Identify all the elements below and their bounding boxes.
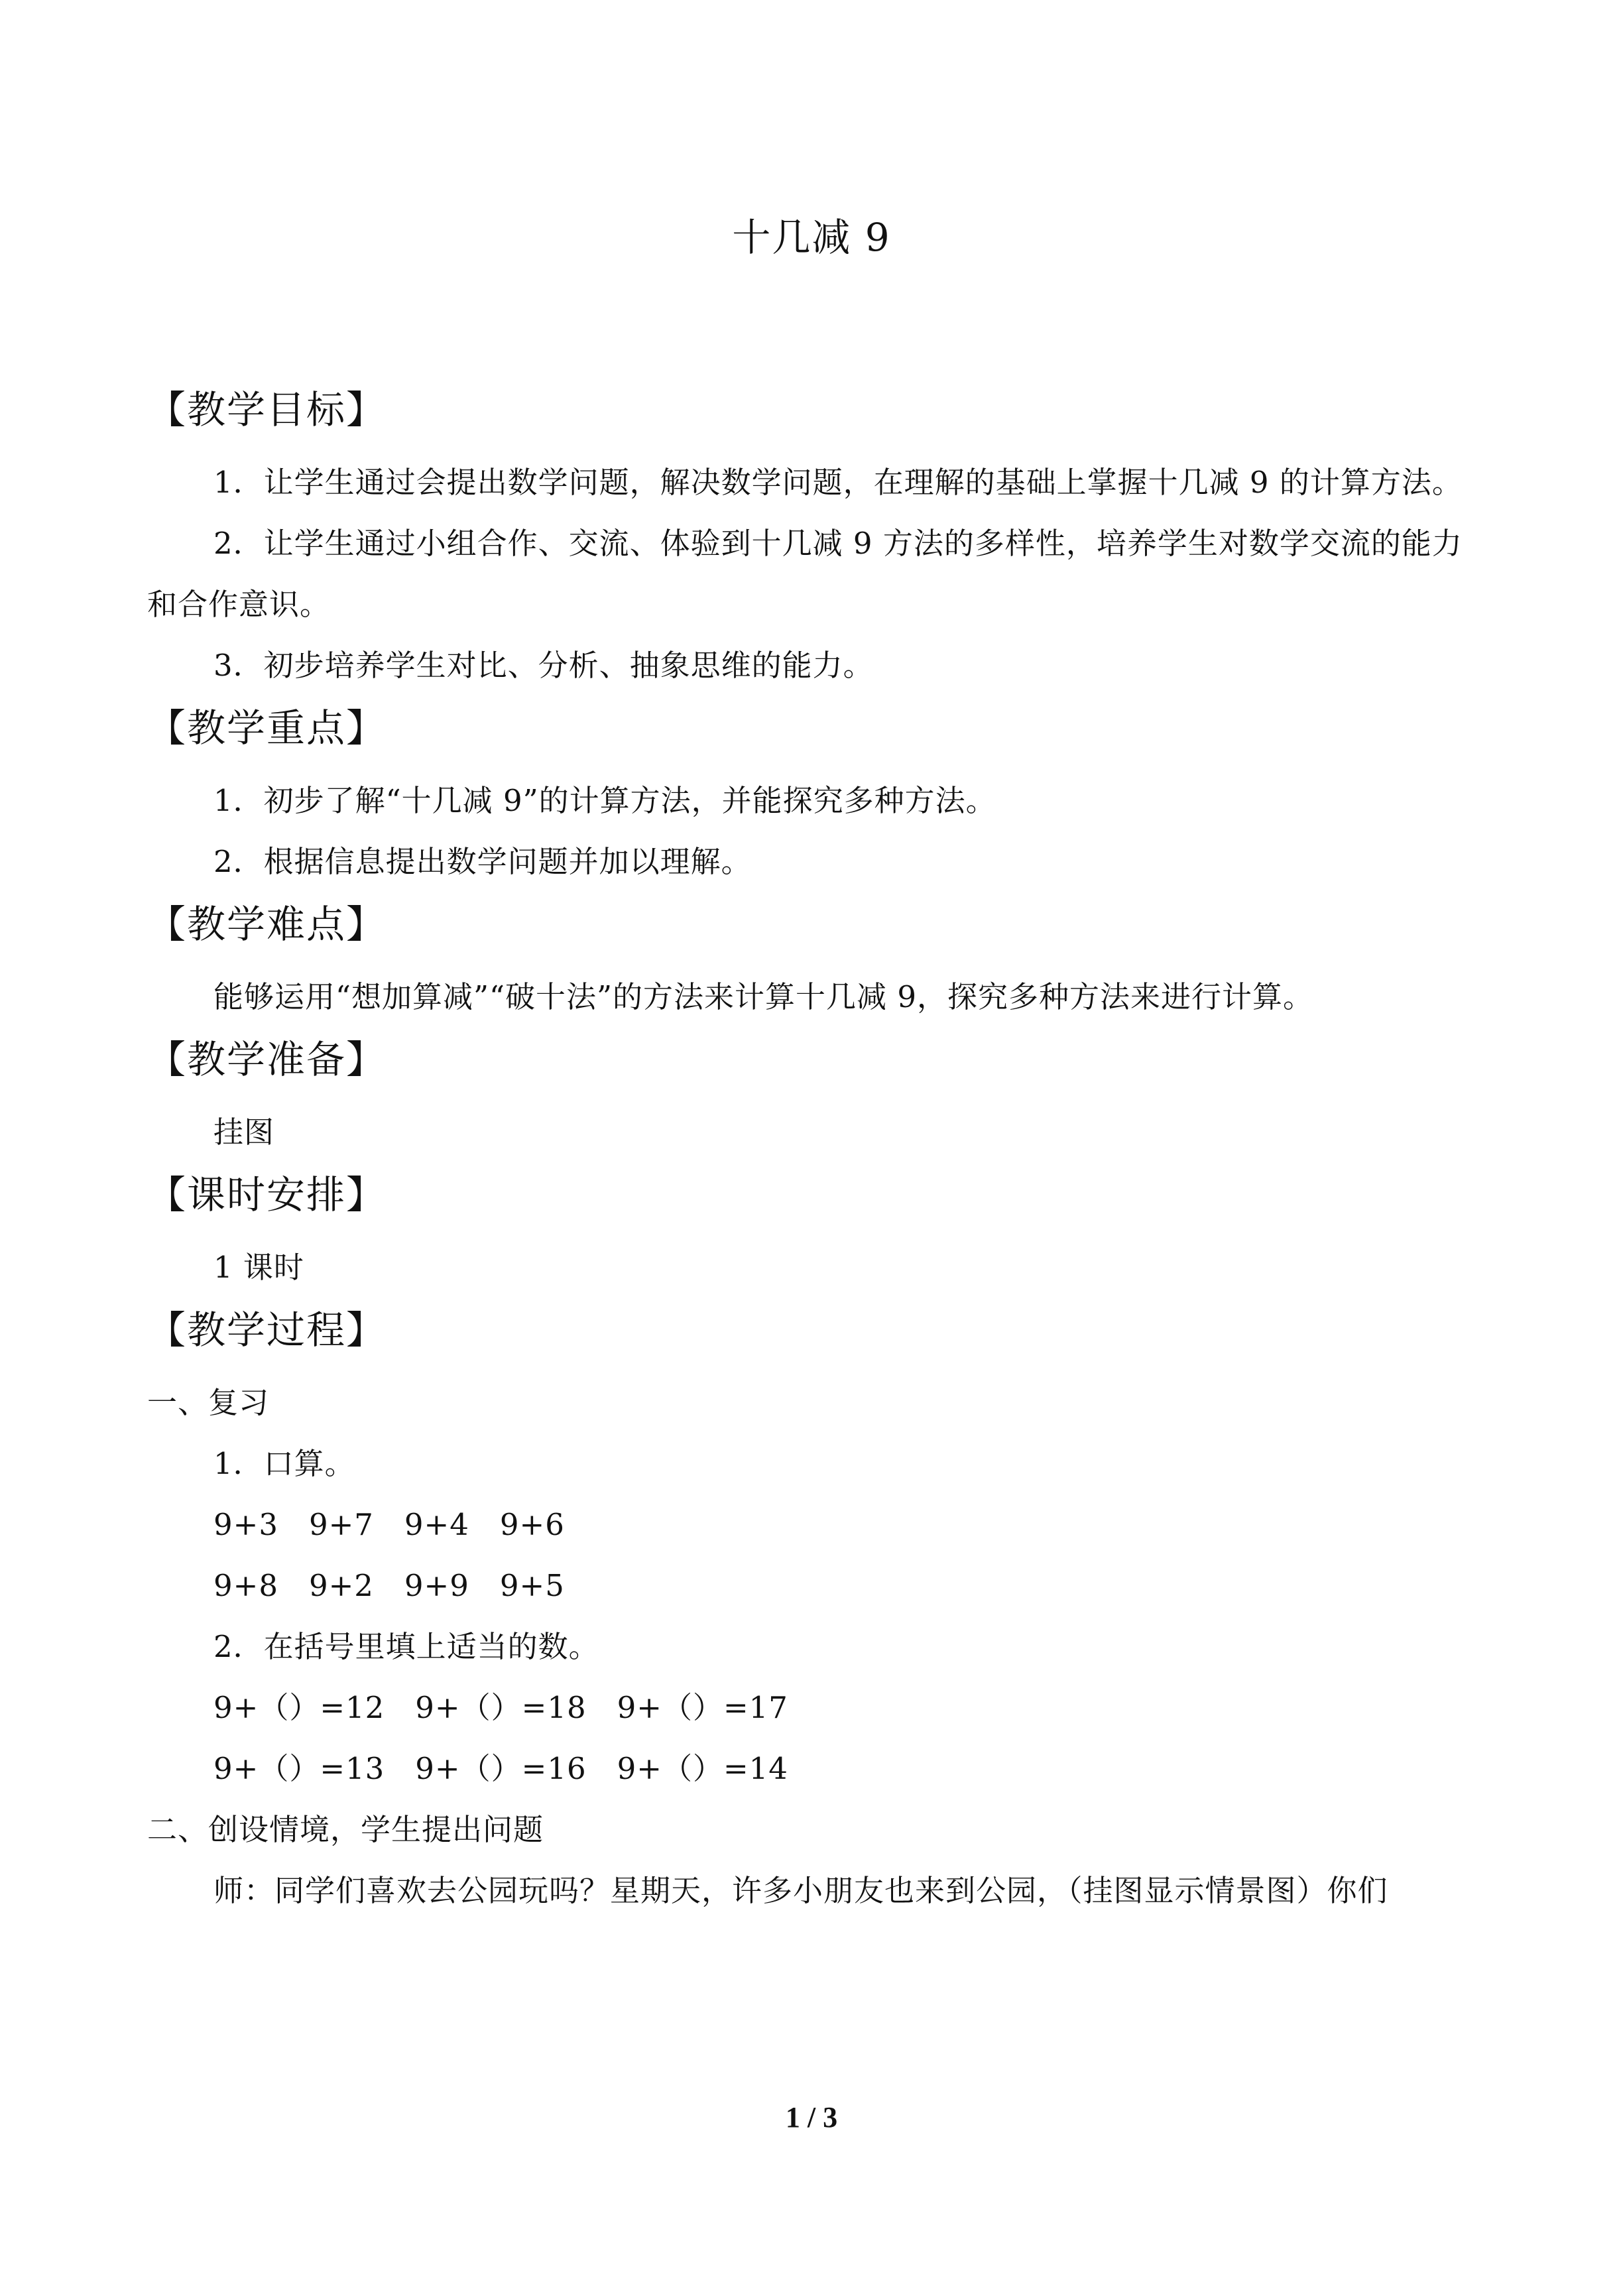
oral-exercise-row-1: 9+3 9+7 9+4 9+6 (213, 1507, 565, 1542)
section-heading-preparation: 【教学准备】 (147, 1037, 387, 1082)
key-point-item-1: 1．初步了解“十几减 9”的计算方法，并能探究多种方法。 (213, 783, 996, 818)
fill-exercise-title: 2．在括号里填上适当的数。 (213, 1629, 599, 1664)
section-heading-difficulties: 【教学难点】 (147, 902, 387, 947)
process-part1-title: 一、复习 (147, 1385, 270, 1420)
page-number: 1 / 3 (785, 2101, 838, 2134)
goal-item-3: 3．初步培养学生对比、分析、抽象思维的能力。 (213, 648, 874, 683)
document-body (147, 383, 1480, 1921)
oral-exercise-title: 1．口算。 (213, 1446, 355, 1481)
process-part2-title: 二、创设情境，学生提出问题 (147, 1812, 544, 1847)
section-heading-goals: 【教学目标】 (147, 387, 387, 432)
document-title: 十几减 9 (732, 215, 891, 260)
key-point-item-2: 2．根据信息提出数学问题并加以理解。 (213, 844, 752, 879)
fill-exercise-row-1: 9+（）=12 9+（）=18 9+（）=17 (213, 1690, 788, 1725)
goal-item-2: 2．让学生通过小组合作、交流、体验到十几减 9 方法的多样性，培养学生对数学交流的能力和合作意识。 (147, 526, 1463, 622)
goal-item-1: 1．让学生通过会提出数学问题，解决数学问题，在理解的基础上掌握十几减 9 的计算方法。 (213, 465, 1463, 500)
schedule-text: 1 课时 (213, 1250, 304, 1285)
process-part2-text: 师：同学们喜欢去公园玩吗？星期天，许多小朋友也来到公园，（挂图显示情景图）你们 (213, 1873, 1388, 1908)
fill-exercise-row-2: 9+（）=13 9+（）=16 9+（）=14 (213, 1751, 788, 1786)
oral-exercise-row-2: 9+8 9+2 9+9 9+5 (213, 1568, 565, 1603)
section-heading-schedule: 【课时安排】 (147, 1172, 387, 1217)
section-heading-key-points: 【教学重点】 (147, 705, 387, 751)
section-heading-process: 【教学过程】 (147, 1307, 387, 1353)
preparation-text: 挂图 (213, 1115, 275, 1150)
difficulty-text: 能够运用“想加算减”“破十法”的方法来计算十几减 9，探究多种方法来进行计算。 (213, 979, 1313, 1014)
